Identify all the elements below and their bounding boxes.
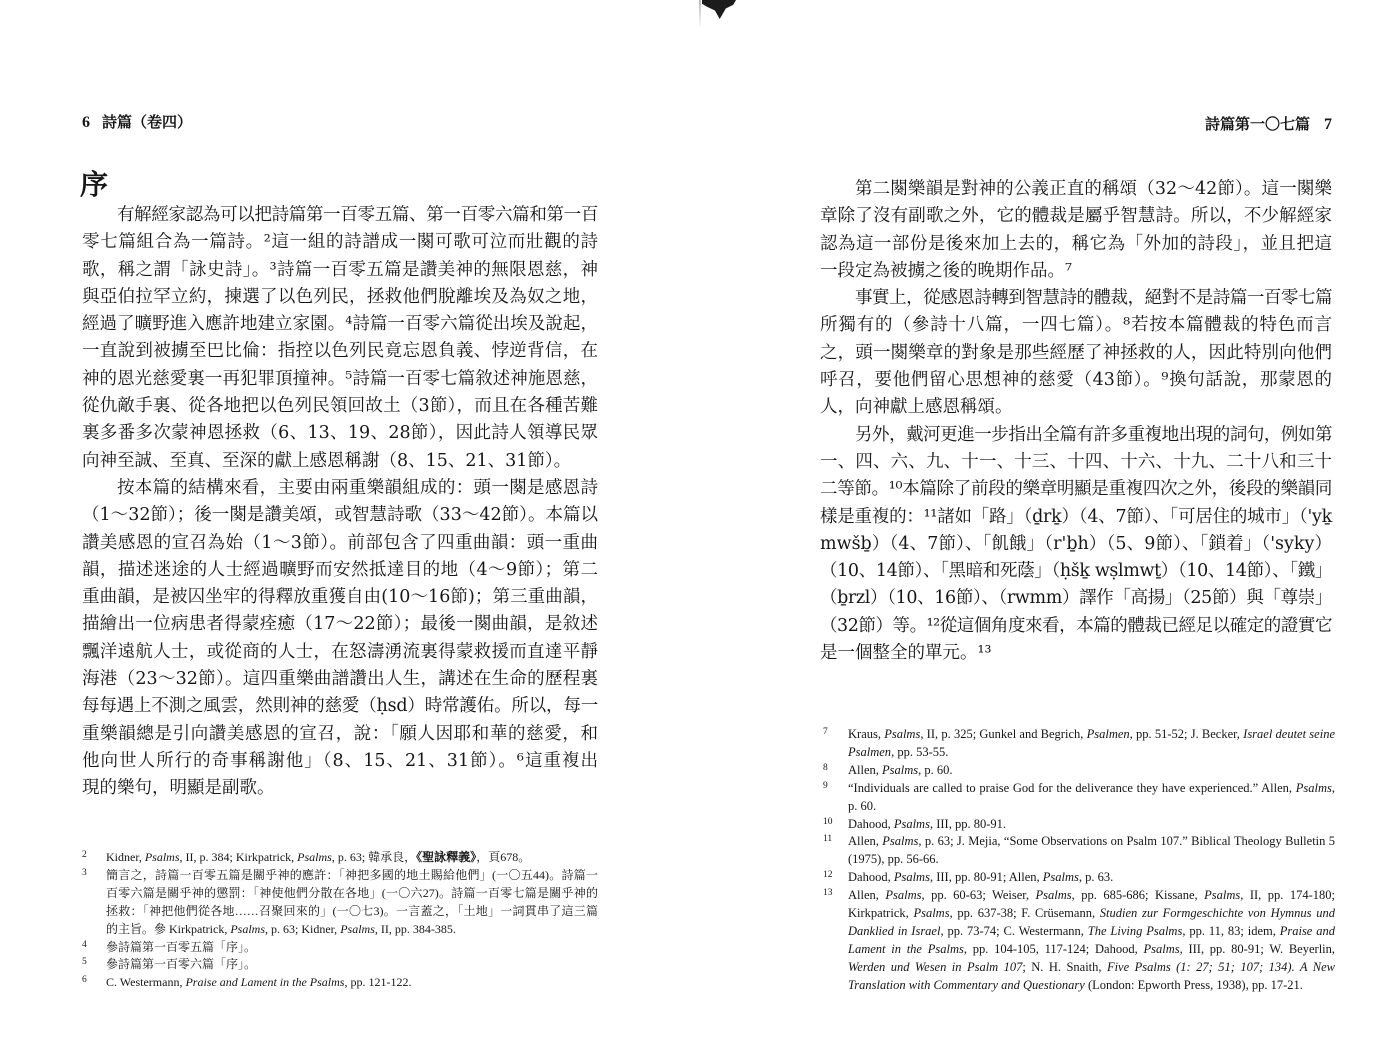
body-text-line: （10、14節）、「黑暗和死蔭」（ḥšḵ wṣlmwṯ）（10、14節）、「鐵」 — [820, 561, 1332, 582]
running-head — [82, 112, 192, 133]
footnote-text — [848, 869, 1335, 887]
body-text-line: （ḇrzl）（10、16節）、（rwmm）譯作「高揚」（25節）與「尊崇」 — [820, 588, 1332, 609]
footnote-text-run: Psalmen — [1086, 727, 1130, 741]
footnote-text-run: Psalms — [884, 727, 921, 741]
body-text-line: 一直說到被擄至巴比倫：指控以色列民竟忘恩負義、悖逆背信，在 — [82, 341, 598, 362]
footnote-text — [848, 833, 1335, 869]
running-title: 詩篇第一〇七篇 — [1204, 115, 1310, 133]
footnote — [82, 974, 598, 992]
right-page — [700, 0, 1400, 1052]
footnote-text-run: Psalms — [882, 762, 919, 777]
footnote-number: 12 — [823, 870, 833, 881]
footnote-number: 8 — [823, 762, 828, 773]
section-heading: 序 — [80, 168, 109, 201]
footnote-text-run: Psalms — [230, 921, 265, 936]
body-text-line: 是一個整全的單元。¹³ — [820, 643, 992, 664]
footnote-text-run: , pp. 637-38; F. Crüsemann, — [949, 906, 1100, 921]
body-paragraph — [82, 475, 598, 803]
footnote-text-run: , II, pp. 384-385. — [374, 921, 456, 936]
footnote-text-run: , II, p. 384; Kirkpatrick, — [179, 850, 298, 864]
running-head — [1205, 114, 1332, 135]
footnote-text — [848, 816, 1335, 834]
footnote-text-run: Psalms — [340, 921, 375, 936]
body-text-line: 每每遇上不測之風雲，然則神的慈愛（ḥsd）時常護佑。所以，每一 — [82, 696, 598, 717]
footnote — [823, 726, 1335, 762]
footnote-text — [106, 956, 598, 974]
footnote-text-run: Psalms — [882, 834, 919, 849]
body-text-line: 重樂韻總是引向讚美感恩的宣召，說：「願人因耶和華的慈愛，和 — [82, 723, 598, 744]
footnote-text-run: , III, pp. 80-91. — [929, 816, 1006, 831]
body-text-line: 所獨有的（參詩十八篇，一四七篇）。⁸若按本篇體裁的特色而言 — [820, 315, 1332, 336]
footnote-text-run: Dahood, — [848, 870, 894, 885]
footnote-text-run: , p. 63. — [1078, 870, 1114, 885]
footnote-text-run: 參詩篇第一百零六篇「序」。 — [106, 957, 257, 972]
body-text-line: 零七篇組合為一篇詩。²這一組的詩譜成一闋可歌可泣而壯觀的詩 — [82, 232, 598, 253]
footnote-text-run: Allen, — [848, 888, 886, 903]
body-text-line: 重曲韻，是被囚坐牢的得釋放重獲自由(10～16節)；第三重曲韻， — [82, 587, 598, 608]
footnote — [823, 816, 1335, 834]
body-text-line: 有解經家認為可以把詩篇第一百零五篇、第一百零六篇和第一百 — [117, 205, 598, 225]
body-text — [820, 176, 1332, 667]
body-text-line: 二等節。¹⁰本篇除了前段的樂章明顯是重複四次之外，後段的樂韻同 — [820, 479, 1332, 500]
body-text-line: 向神至誠、至真、至深的獻上感恩稱謝（8、15、21、31節）。 — [82, 450, 572, 471]
footnote-text-run: , p. 63; J. Mejia, “Some Observations on Psalm 107.” Biblical Theology Bulletin 5 (1975), pp. 56-66. — [848, 834, 1335, 867]
footnote-text-run: Psalms — [1035, 888, 1072, 903]
footnote-text-run: ，頁678。 — [476, 850, 531, 864]
body-text — [82, 202, 598, 803]
footnote-text — [106, 974, 598, 992]
footnote-text-run: Psalms — [1295, 780, 1332, 795]
footnote — [82, 849, 598, 867]
body-text-line: 另外，戴河更進一步指出全篇有許多重複地出現的詞句，例如第 — [855, 424, 1332, 445]
footnote-text-run: , III, pp. 80-91; Allen, — [929, 870, 1043, 885]
footnote-text-run: Psalms — [1042, 870, 1079, 885]
body-text-line: 事實上，從感恩詩轉到智慧詩的體裁，絕對不是詩篇一百零七篇 — [855, 288, 1332, 309]
footnote-number: 9 — [823, 780, 828, 791]
footnote-number: 10 — [823, 816, 833, 827]
footnote-text — [106, 849, 598, 867]
footnote-number: 3 — [82, 867, 87, 878]
footnote-text-run: Psalms — [1204, 888, 1241, 903]
footnote-number: 13 — [823, 888, 833, 899]
footnote-number: 7 — [823, 727, 828, 737]
footnote — [823, 762, 1335, 780]
footnote-text-run: Psalms — [297, 850, 332, 864]
body-text-line: 從仇敵手裏、從各地把以色列民領回故土（3節），而且在各種苦難 — [82, 396, 598, 417]
footnote-text-run: , pp. 11, 83; idem, — [1182, 923, 1280, 938]
body-text-line: 飄洋遠航人士，或從商的人士，在怒濤湧流裏得蒙救援而直達平靜 — [82, 641, 598, 662]
body-text-line: 現的樂句，明顯是副歌。 — [82, 778, 275, 799]
footnote — [823, 869, 1335, 887]
footnote-text — [848, 887, 1335, 994]
body-text-line: （1～32節）；後一闋是讚美頌，或智慧詩歌（33～42節）。本篇以 — [82, 505, 598, 526]
footnote-text-run: Allen, — [848, 834, 883, 849]
footnote-number: 2 — [82, 850, 87, 860]
body-text-line: 韻，描述迷途的人士經過曠野而安然抵達目的地（4～9節）；第二 — [82, 559, 598, 580]
footnote-text-run: 參詩篇第一百零五篇「序」。 — [106, 939, 257, 954]
footnote-text-run: The Living Psalms — [1087, 923, 1183, 938]
footnote-text-run: , p. 63; 韓承良， — [331, 850, 417, 864]
page-number: 7 — [1324, 116, 1332, 133]
footnote-text-run: Praise and Lament in the Psalms — [848, 923, 1335, 956]
footnote-text-run: Praise and Lament in the Psalms — [185, 975, 345, 990]
footnote-number: 4 — [82, 939, 87, 950]
body-paragraph — [820, 176, 1332, 285]
footnote-text-run: , pp. 51-52; J. Becker, — [1129, 727, 1244, 741]
footnote — [823, 887, 1335, 994]
footnote-text-run: Psalms — [885, 888, 922, 903]
footnote-number: 11 — [823, 834, 833, 845]
footnote — [823, 833, 1335, 869]
footnote-text-run: , II, pp. 174-180; Kirkpatrick, — [848, 888, 1335, 921]
footnote-text-run: 簡言之，詩篇一百零五篇是關乎神的應許：「神把多國的地土賜給他們」(一〇五44)。詩篇一百零六篇是關乎神的懲罰：「神使他們分散在各地」(一〇六27)。詩篇一百零七篇是關乎神的拯救：「神把他們從各地……召聚回來的」(一〇七3)。一言蓋之，「土地」一詞貫串了這三篇的主旨。參 Kirkpatrick, — [106, 867, 598, 936]
footnote-text-run: , III, pp. 80-91; W. Beyerlin, — [1179, 941, 1336, 956]
body-text-line: 呼召，要他們留心思想神的慈愛（43節）。⁹換句話說，那蒙恩的 — [820, 370, 1332, 391]
body-text-line: 與亞伯拉罕立約，揀選了以色列民，拯救他們脫離埃及為奴之地， — [82, 286, 598, 307]
footnotes — [82, 849, 598, 992]
body-text-line: 認為這一部份是後來加上去的，稱它為「外加的詩段」，並且把這 — [820, 233, 1332, 254]
footnote — [82, 939, 598, 957]
footnote — [82, 867, 598, 939]
page-number: 6 — [82, 114, 90, 131]
footnotes — [823, 726, 1335, 995]
body-paragraph — [820, 422, 1332, 668]
footnote-text-run: Psalms — [893, 870, 930, 885]
body-text-line: 第二闋樂韻是對神的公義正直的稱頌（32～42節）。這一闋樂 — [855, 179, 1332, 199]
footnote-text-run: C. Westermann, — [106, 975, 186, 990]
body-text-line: 他向世人所行的奇事稱謝他」（8、15、21、31節）。⁶這重複出 — [82, 750, 598, 771]
footnote-text-run: Israel deutet seine Psalmen — [848, 727, 1335, 759]
body-text-line: 人，向神獻上感恩稱頌。 — [820, 397, 1013, 418]
footnote-text-run: (London: Epworth Press, 1938), pp. 17-21. — [1084, 977, 1303, 992]
body-text-line: 按本篇的結構來看，主要由兩重樂韻組成的：頭一闋是感恩詩 — [117, 477, 598, 498]
body-paragraph — [820, 285, 1332, 421]
body-text-line: mwšḇ）（4、7節）、「飢餓」（r'ḇh）（5、9節）、「鎖着」（'syky） — [820, 533, 1332, 554]
footnote-text-run: Psalms — [893, 816, 930, 831]
footnote-text — [106, 939, 598, 957]
footnote-text-run: ; N. H. Snaith, — [1022, 959, 1107, 974]
body-text-line: 經過了曠野進入應許地建立家園。⁴詩篇一百零六篇從出埃及說起， — [82, 314, 598, 335]
footnote-text-run: Werden und Wesen in Psalm 107 — [848, 959, 1023, 974]
footnote-text-run: , pp. 60-63; Weiser, — [921, 888, 1036, 903]
body-text-line: 裏多番多次蒙神恩拯救（6、13、19、28節），因此詩人領導民眾 — [82, 423, 598, 444]
footnote-number: 6 — [82, 975, 87, 986]
body-text-line: 海港（23～32節）。這四重樂曲譜讚出人生，講述在生命的歷程裏 — [82, 669, 598, 690]
footnote-text-run: , pp. 53-55. — [891, 744, 949, 759]
footnote-text-run: , pp. 121-122. — [344, 975, 412, 990]
footnote-text-run: , pp. 104-105, 117-124; Dahood, — [963, 941, 1144, 956]
footnote-text-run: , p. 63; Kidner, — [265, 921, 341, 936]
footnote-text-run: Allen, — [848, 762, 883, 777]
footnote-text-run: 《聖詠釋義》 — [416, 850, 477, 864]
footnote-text-run: Psalms — [913, 906, 950, 921]
body-text-line: 神的恩光慈愛裏一再犯罪頂撞神。⁵詩篇一百零七篇敘述神施恩慈， — [82, 368, 598, 389]
footnote-text-run: , p. 60. — [918, 762, 953, 777]
footnote-text — [106, 867, 598, 939]
body-paragraph — [82, 202, 598, 475]
footnote-text — [848, 780, 1335, 816]
footnote-text-run: Five Psalms (1: 27; 51; 107; 134). A New Translation with Commentary and Questionary — [848, 959, 1335, 992]
body-text-line: 讚美感恩的宣召為始（1～3節）。前部包含了四重曲韻：頭一重曲 — [82, 532, 598, 553]
footnote-text-run: Kraus, — [848, 727, 885, 741]
body-text-line: 章除了沒有副歌之外，它的體裁是屬乎智慧詩。所以，不少解經家 — [820, 206, 1332, 227]
footnote-text-run: , p. 60. — [848, 780, 1335, 813]
footnote-text-run: Psalms — [1143, 941, 1180, 956]
footnote-text — [848, 726, 1335, 762]
footnote-text-run: Studien zur Formgeschichte von Hymnus und Danklied in Israel — [848, 906, 1335, 938]
body-text-line: （32節）等。¹²從這個角度來看，本篇的體裁已經足以確定的證實它 — [820, 615, 1332, 636]
body-text-line: 一段定為被擄之後的晚期作品。⁷ — [820, 260, 1073, 281]
footnote — [82, 956, 598, 974]
footnote-number: 5 — [82, 957, 87, 968]
body-text-line: 之，頭一闋樂章的對象是那些經歷了神拯救的人，因此特別向他們 — [820, 342, 1332, 363]
footnote-text-run: Kidner, — [106, 850, 145, 864]
footnote-text-run: “Individuals are called to praise God for the deliverance they have experienced.” Allen, — [848, 780, 1296, 795]
footnote-text-run: Dahood, — [848, 816, 894, 831]
body-text-line: 歌，稱之謂「詠史詩」。³詩篇一百零五篇是讚美神的無限恩慈，神 — [82, 259, 598, 280]
footnote-text-run: , pp. 73-74; C. Westermann, — [940, 923, 1088, 938]
body-text-line: 描繪出一位病患者得蒙痊癒（17～22節）；最後一闋曲韻，是敘述 — [82, 614, 598, 635]
footnote-text-run: Psalms — [144, 850, 180, 864]
footnote-text-run: , II, p. 325; Gunkel and Begrich, — [920, 727, 1087, 741]
body-text-line: 一、四、六、九、十一、十三、十四、十六、十九、二十八和三十 — [820, 451, 1332, 472]
footnote — [823, 780, 1335, 816]
running-title: 詩篇（卷四） — [102, 113, 193, 131]
body-text-line: 樣是重複的：¹¹諸如「路」（ḏrḵ）（4、7節）、「可居住的城市」（'yḵ — [820, 506, 1332, 527]
footnote-text-run: , pp. 685-686; Kissane, — [1071, 888, 1205, 903]
footnote-text — [848, 762, 1335, 780]
